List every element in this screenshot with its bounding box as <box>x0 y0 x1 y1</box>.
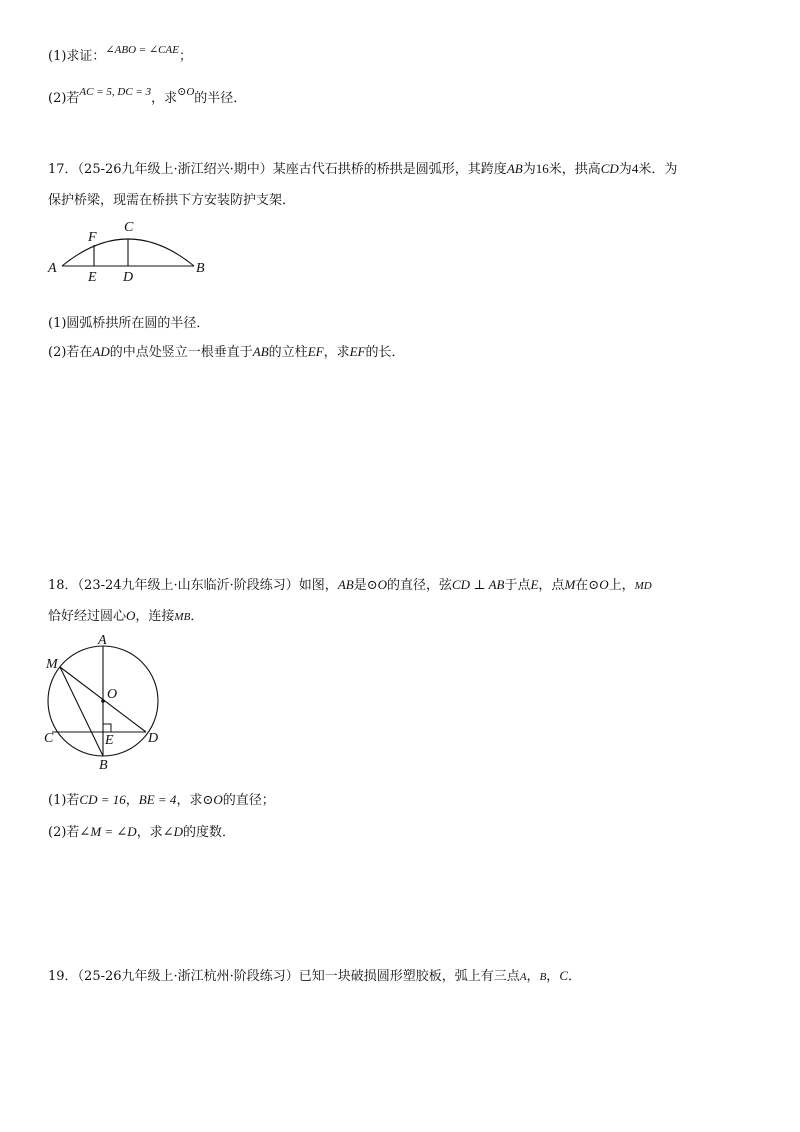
q17-bridge-figure <box>40 215 210 285</box>
q17-stem-line2: 保护桥梁，现需在桥拱下方安装防护支架． <box>48 193 296 208</box>
math-angle-eq: ∠ABO = ∠CAE <box>105 44 179 56</box>
label-e: E <box>88 270 97 285</box>
label-o: O <box>107 687 118 702</box>
question-number: 19． <box>48 969 78 984</box>
q17-part1: (1)圆弧桥拱所在圆的半径． <box>48 316 210 331</box>
label-d: D <box>148 731 159 746</box>
label-c: C <box>44 731 54 746</box>
math-given: AC = 5, DC = 3 <box>79 86 152 98</box>
right-angle-mark <box>103 724 111 732</box>
q18-part2: (2)若∠M = ∠D，求∠D的度数． <box>48 824 236 840</box>
q17-part2: (2)若在AD的中点处竖立一根垂直于AB的立柱EF，求EF的长． <box>48 344 405 360</box>
math-circle-o: ⊙O <box>177 86 195 98</box>
q18-circle-figure <box>40 630 180 773</box>
label-b: B <box>196 261 205 276</box>
label-c: C <box>124 220 134 235</box>
q19-stem: 19．（25-26九年级上·浙江杭州·阶段练习）已知一块破损圆形塑胶板，弧上有三点A，B，C． <box>48 968 581 984</box>
label-e: E <box>105 733 114 748</box>
question-source: （25-26九年级上·浙江绍兴·期中） <box>77 162 273 177</box>
label-a: A <box>48 261 57 276</box>
label-m: M <box>46 657 58 672</box>
label-b: B <box>99 758 108 773</box>
question-source: （23-24九年级上·山东临沂·阶段练习） <box>77 578 299 593</box>
q18-stem-line1: 18．（23-24九年级上·山东临沂·阶段练习）如图，AB是⊙O的直径，弦CD ⊥ AB于点E，点M在⊙O上，MD <box>48 577 652 593</box>
question-number: 18． <box>48 578 78 593</box>
label-f: F <box>88 230 97 245</box>
label-a: A <box>98 633 107 648</box>
question-number: 17． <box>48 162 78 177</box>
q16-part1: (1)求证：$^{\angle ABO = \angle CAE}$； <box>48 44 192 64</box>
q18-part1: (1)若CD = 16，BE = 4，求⊙O的直径； <box>48 792 275 808</box>
q17-stem-line1: 17．（25-26九年级上·浙江绍兴·期中）某座古代石拱桥的桥拱是圆弧形，其跨度AB为16米，拱高CD为4米．为 <box>48 161 678 177</box>
q18-stem-line2: 恰好经过圆心O，连接MB． <box>48 608 204 624</box>
q16-part2: (2)若$^{AC = 5, DC = 3}$，求$^{⊙O}$的半径． <box>48 86 247 106</box>
question-source: （25-26九年级上·浙江杭州·阶段练习） <box>77 969 299 984</box>
label-d: D <box>123 270 134 285</box>
center-point <box>101 699 105 703</box>
